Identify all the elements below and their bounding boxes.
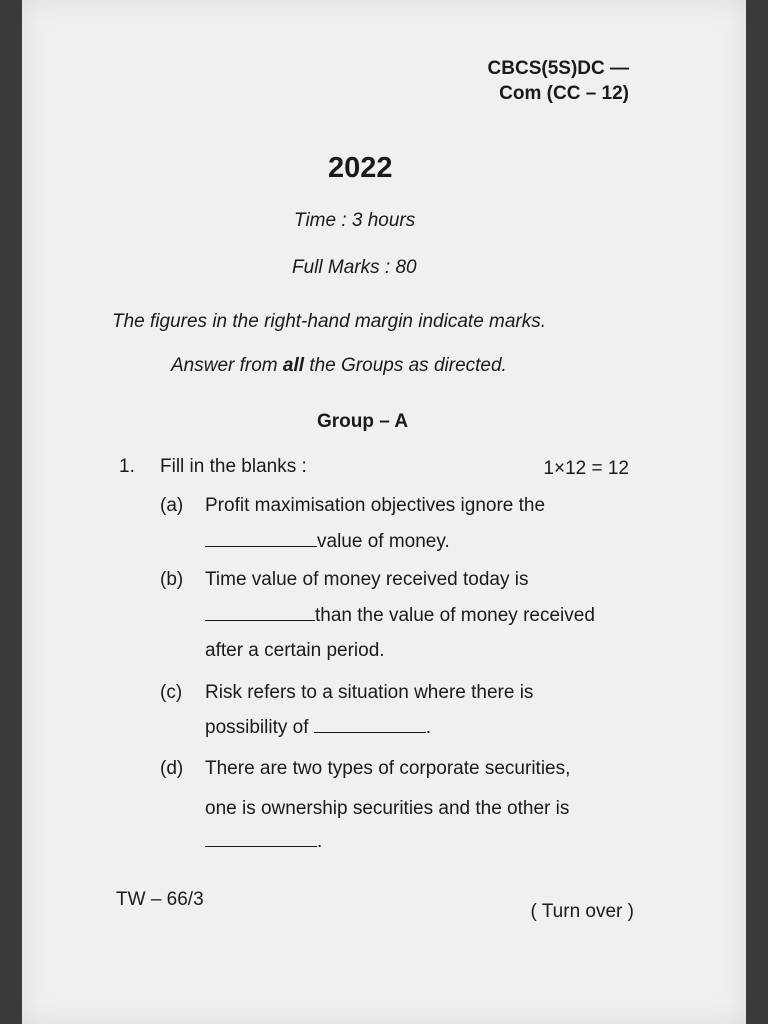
item-d-line2: one is ownership securities and the other is: [205, 798, 570, 819]
full-marks: Full Marks : 80: [292, 257, 417, 278]
paper-code-line2: Com (CC – 12): [499, 83, 629, 104]
item-a-line1: Profit maximisation objectives ignore the: [205, 495, 546, 516]
instruction-line2: Answer from all the Groups as directed.: [171, 355, 507, 376]
blank-a: [205, 532, 317, 547]
blank-d: [205, 832, 317, 847]
question-number: 1.: [119, 456, 135, 477]
blank-c: [314, 718, 426, 733]
item-d-line1: There are two types of corporate securities,: [205, 758, 571, 779]
item-a-label: (a): [160, 495, 184, 516]
question-marks: 1×12 = 12: [543, 458, 629, 479]
group-title: Group – A: [317, 411, 409, 432]
item-b-label: (b): [160, 569, 184, 590]
exam-page: [22, 0, 746, 1024]
item-d-line3: .: [205, 831, 322, 853]
item-b-line1: Time value of money received today is: [205, 569, 529, 590]
exam-time: Time : 3 hours: [294, 210, 416, 231]
turn-over: ( Turn over ): [530, 901, 634, 922]
item-d-label: (d): [160, 758, 184, 779]
item-a-line2: value of money.: [205, 531, 450, 553]
item-c-line2: possibility of .: [205, 717, 432, 738]
footer-code: TW – 66/3: [116, 889, 204, 910]
item-c-label: (c): [160, 682, 183, 703]
item-b-line3: after a certain period.: [205, 640, 385, 661]
instruction-line1: The figures in the right-hand margin indicate marks.: [112, 311, 547, 332]
question-prompt: Fill in the blanks :: [160, 456, 307, 477]
blank-b: [205, 606, 315, 621]
paper-code-line1: CBCS(5S)DC —: [487, 58, 629, 79]
item-c-line1: Risk refers to a situation where there is: [205, 682, 534, 703]
item-b-line2: than the value of money received: [205, 605, 595, 627]
exam-year: 2022: [328, 152, 393, 184]
